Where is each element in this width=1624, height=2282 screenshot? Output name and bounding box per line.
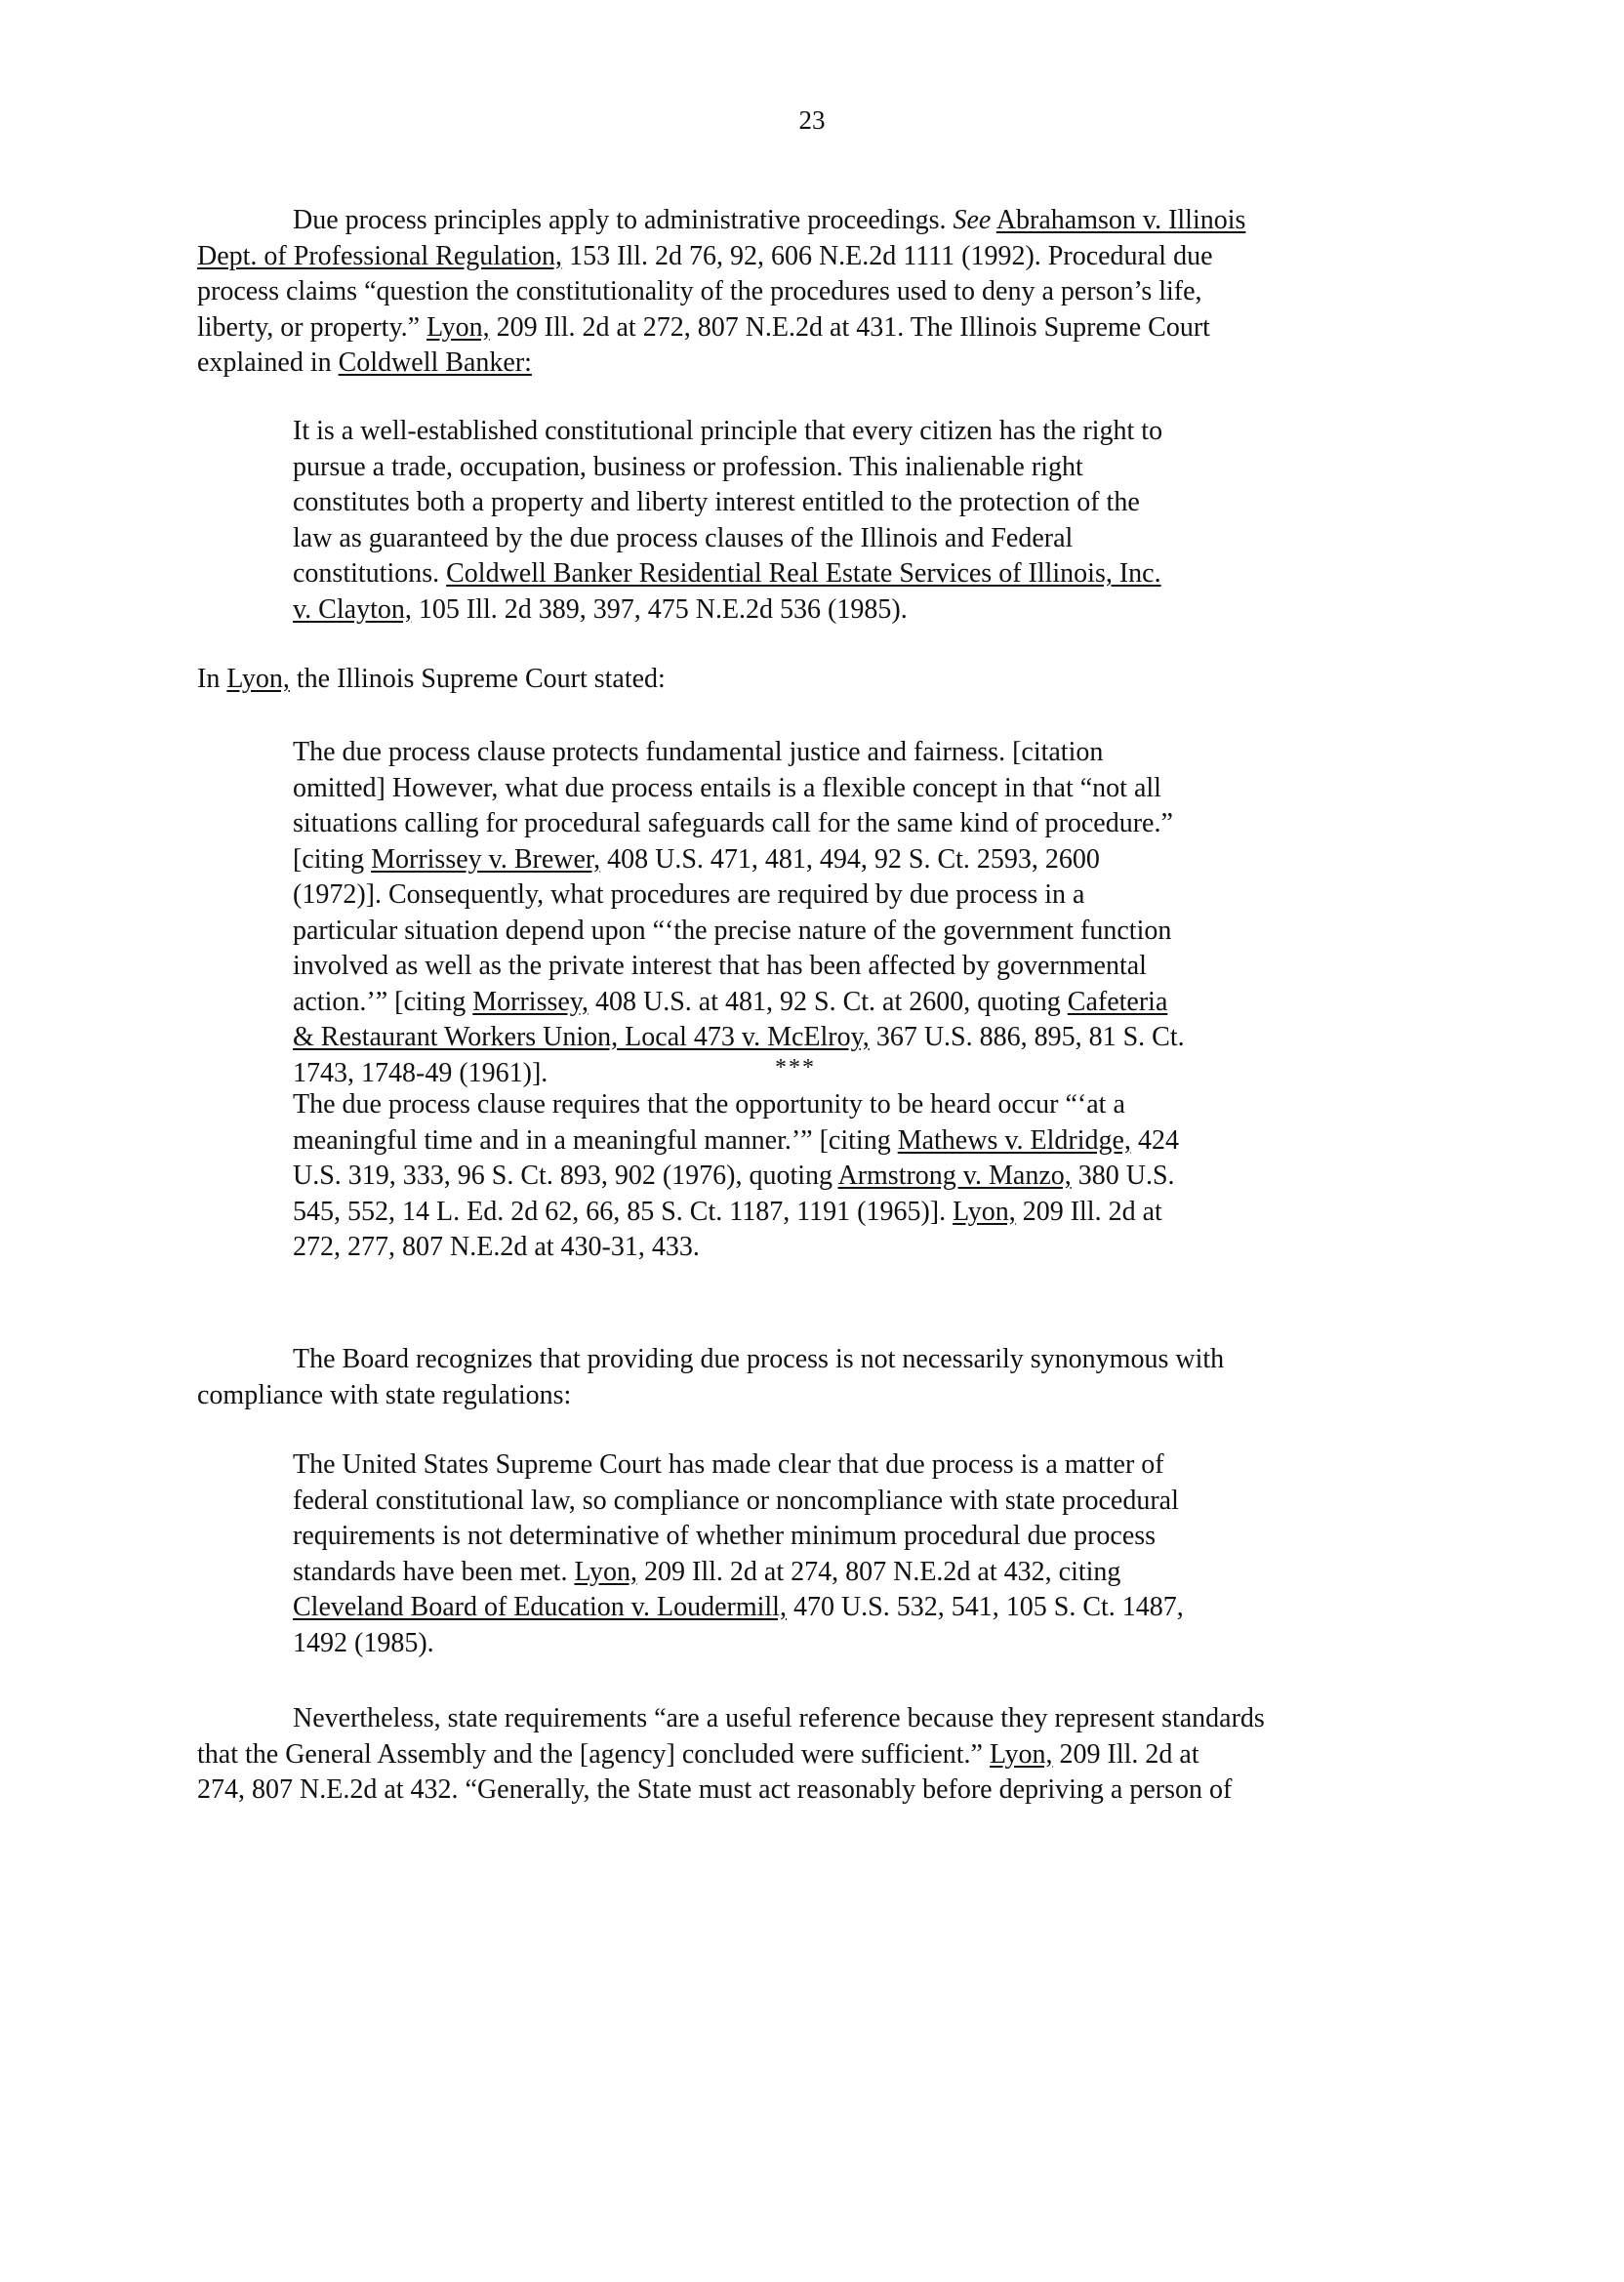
text-run: liberty, or property.” [197, 311, 427, 343]
case-citation: Lyon, [226, 664, 290, 694]
text-run: that the General Assembly and the [agency] concluded were sufficient.” [197, 1738, 990, 1770]
case-citation: Lyon, [953, 1196, 1016, 1227]
block-quote-opportunity-heard [293, 1087, 1179, 1266]
text-line: 274, 807 N.E.2d at 432. “Generally, the State must act reasonably before depriving a person of [197, 1774, 1233, 1805]
paragraph-nevertheless [197, 1701, 1265, 1809]
case-citation: Cleveland Board of Education v. Loudermill, [293, 1592, 787, 1622]
block-quote-lyon-due-process [293, 735, 1185, 1091]
case-citation: & Restaurant Workers Union, Local 473 v. McElroy, [293, 1022, 870, 1052]
paragraph-board-recognizes [197, 1342, 1224, 1413]
page-number: 23 [798, 105, 826, 135]
case-citation: Mathews v. Eldridge, [897, 1124, 1131, 1156]
text-run: U.S. 319, 333, 96 S. Ct. 893, 902 (1976), quoting [293, 1161, 838, 1191]
paragraph-due-process-principles [197, 203, 1245, 382]
text-run: [citing [293, 843, 372, 875]
text-run: 105 Ill. 2d 389, 397, 475 N.E.2d 536 (1985). [411, 593, 908, 625]
text-run: 209 Ill. 2d at 272, 807 N.E.2d at 431. The Illinois Supreme Court [489, 311, 1210, 343]
text-run: 209 Ill. 2d at 274, 807 N.E.2d at 432, citing [637, 1556, 1121, 1587]
text-line: federal constitutional law, so compliance or noncompliance with state procedural [293, 1485, 1179, 1516]
text-run: the Illinois Supreme Court stated: [289, 664, 666, 694]
text-line: particular situation depend upon “‘the precise nature of the government function [293, 915, 1172, 946]
text-line: omitted] However, what due process entails is a flexible concept in that “not all [293, 772, 1161, 803]
text-line: 1743, 1748-49 (1961)]. [293, 1057, 548, 1088]
case-citation: Lyon, [574, 1556, 638, 1587]
text-line: (1972)]. Consequently, what procedures are required by due process in a [293, 879, 1085, 910]
case-citation: Morrissey, [472, 986, 589, 1017]
block-quote-coldwell [293, 414, 1162, 628]
text-line: constitutes both a property and liberty interest entitled to the protection of the [293, 487, 1140, 517]
text-line: The due process clause protects fundamental justice and fairness. [citation [293, 737, 1104, 767]
text-line: The due process clause requires that the opportunity to be heard occur “‘at a [293, 1089, 1125, 1120]
text-run: standards have been met. [293, 1556, 575, 1587]
text-line: process claims “question the constitutionality of the procedures used to deny a person’s life, [197, 276, 1202, 306]
text-run: In [197, 664, 227, 694]
text-run: 545, 552, 14 L. Ed. 2d 62, 66, 85 S. Ct. 1187, 1191 (1965)]. [293, 1196, 954, 1227]
text-line: It is a well-established constitutional principle that every citizen has the right to [293, 416, 1163, 446]
text-run: explained in [197, 347, 339, 378]
text-run: 408 U.S. 471, 481, 494, 92 S. Ct. 2593, 2600 [600, 843, 1100, 875]
text-line: involved as well as the private interest that has been affected by governmental [293, 951, 1147, 981]
paragraph-lyon-intro [197, 662, 666, 698]
text-line: pursue a trade, occupation, business or profession. This inalienable right [293, 451, 1083, 482]
text-run: constitutions. [293, 558, 447, 589]
text-run: meaningful time and in a meaningful manner.’” [citing [293, 1124, 898, 1156]
text-run: 367 U.S. 886, 895, 81 S. Ct. [869, 1022, 1185, 1052]
text-line: law as guaranteed by the due process clauses of the Illinois and Federal [293, 522, 1074, 553]
section-separator: *** [775, 1055, 816, 1080]
case-citation: Armstrong v. Manzo, [837, 1161, 1072, 1191]
block-quote-supreme-court [293, 1447, 1184, 1661]
text-run: 153 Ill. 2d 76, 92, 606 N.E.2d 1111 (1992). Procedural due [562, 240, 1213, 271]
text-line: 272, 277, 807 N.E.2d at 430-31, 433. [293, 1232, 700, 1262]
text-line: situations calling for procedural safeguards call for the same kind of procedure.” [293, 808, 1173, 838]
case-citation: Abrahamson v. Illinois [995, 205, 1246, 235]
text-line: compliance with state regulations: [197, 1379, 572, 1410]
text-run: 380 U.S. [1071, 1161, 1175, 1191]
text-run: 209 Ill. 2d at [1052, 1738, 1199, 1770]
case-citation: Coldwell Banker: [338, 347, 532, 378]
text-run: 209 Ill. 2d at [1015, 1196, 1162, 1227]
case-citation: Lyon, [426, 311, 490, 343]
text-line: Nevertheless, state requirements “are a useful reference because they represent standards [293, 1703, 1265, 1733]
text-line: 1492 (1985). [293, 1627, 434, 1658]
case-citation: Lyon, [989, 1738, 1053, 1770]
text-line: The Board recognizes that providing due process is not necessarily synonymous with [293, 1344, 1225, 1374]
text-line: requirements is not determinative of whether minimum procedural due process [293, 1521, 1157, 1551]
case-citation: Cafeteria [1067, 986, 1168, 1017]
text-line: The United States Supreme Court has made clear that due process is a matter of [293, 1449, 1164, 1480]
signal-see: See [953, 205, 992, 235]
text-run: Due process principles apply to administrative proceedings. [293, 205, 947, 235]
case-citation: Dept. of Professional Regulation, [197, 240, 563, 271]
text-run: 408 U.S. at 481, 92 S. Ct. at 2600, quoting [589, 986, 1068, 1017]
case-citation: Morrissey v. Brewer, [371, 843, 601, 875]
text-run: 424 [1130, 1124, 1179, 1156]
text-run: action.’” [citing [293, 986, 473, 1017]
case-citation: Coldwell Banker Residential Real Estate Services of Illinois, Inc. [446, 558, 1161, 589]
text-run: 470 U.S. 532, 541, 105 S. Ct. 1487, [786, 1592, 1184, 1622]
case-citation: v. Clayton, [293, 593, 412, 625]
